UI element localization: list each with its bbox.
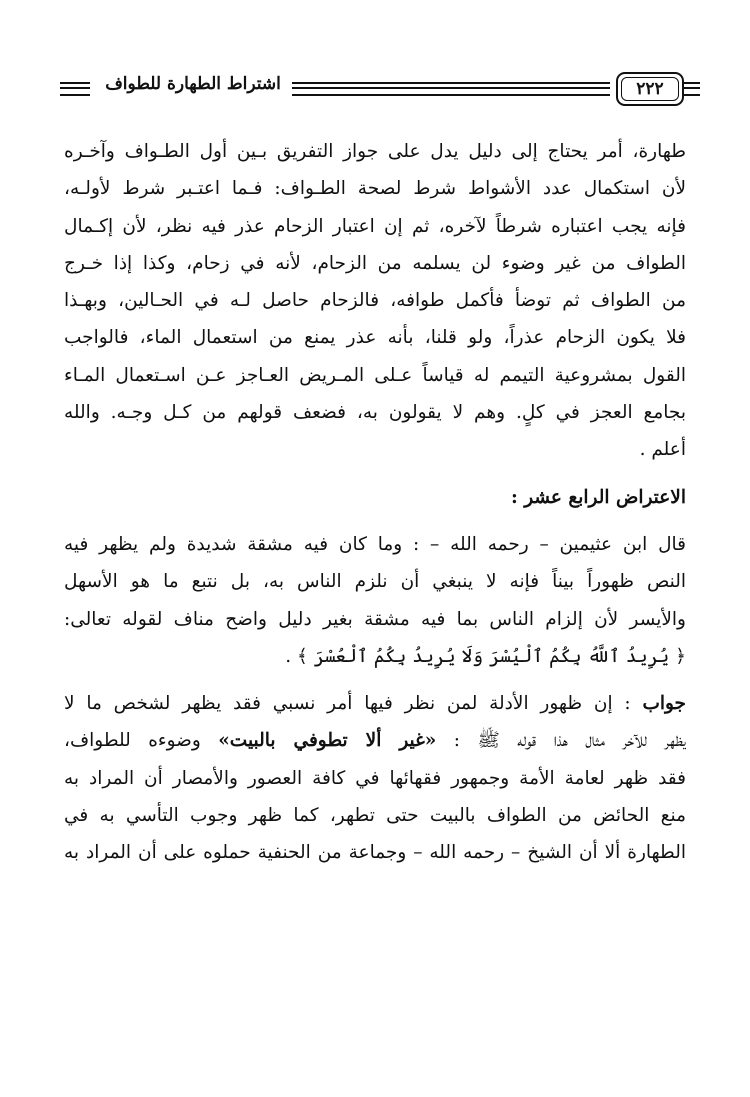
text-line: القول بمشروعية التيمم له قياساً عـلى المـريض العـاجز عـن اسـتعمال المـاء (64, 364, 686, 386)
text-line: فلا يكون الزحام عذراً، ولو قلنا، بأنه عذر يمنع من استعمال الماء، فالواجب (64, 327, 686, 349)
text-line: النص ظهوراً بيناً فإنه لا ينبغي أن نلزم الناس به، بل نتبع ما هو الأسهل (64, 571, 686, 593)
text-line: بجامع العجز في كلٍ. وهم لا يقولون به، فضعف قولهم من كـل وجـه. والله (64, 402, 686, 424)
text-span: وضوءه للطواف، (64, 730, 219, 752)
text-line: قال ابن عثيمين – رحمه الله – : وما كان فيه مشقة شديدة ولم يظهر فيه (64, 533, 686, 555)
quran-verse: ﴿ يُرِيدُ ٱللَّهُ بِكُمُ ٱلْيُسْرَ وَلَا يُرِيدُ بِكُمُ ٱلْعُسْرَ ﴾ . (285, 645, 686, 667)
text-line: والأيسر لأن إلزام الناس بما فيه مشقة بغير دليل واضح مناف لقوله تعالى: (64, 608, 686, 630)
header-rule-middle (292, 82, 610, 96)
text-line: منع الحائض من الطواف بالبيت حتى تطهر، كما ظهر وجوب التأسي به في (64, 805, 686, 827)
text-line: طهارة، أمر يحتاج إلى دليل يدل على جواز التفريق بـين أول الطـواف وآخـره (64, 141, 686, 162)
text-line (64, 685, 686, 722)
page-header (60, 72, 700, 110)
text-line: فقد ظهر لعامة الأمة وجمهور فقهائها في كافة العصور والأمصار أن المراد به (64, 767, 686, 789)
text-line: أعلم . (639, 439, 686, 461)
section-heading: الاعتراض الرابع عشر : (510, 486, 686, 508)
page-number-box (616, 72, 684, 106)
answer-text: : إن ظهور الأدلة لمن نظر فيها أمر نسبي فقد يظهر لشخص ما لا (64, 693, 643, 715)
header-rule-right (684, 82, 700, 96)
text-line: فإنه يجب اعتباره شرطاً لآخره، ثم إن اعتبار الزحام عذر فيه نظر، لأن إكـمال (64, 215, 686, 237)
page-body (64, 133, 686, 872)
text-line (64, 722, 686, 759)
text-line: الطواف من غير وضوء لن يسلمه من الزحام، لأنه في زحام، وكذا إذا خـرج (64, 252, 686, 274)
answer-label: جواب (642, 693, 686, 715)
running-title: اشتراط الطهارة للطواف (105, 74, 281, 94)
paragraph-3 (64, 685, 686, 871)
text-line: الطهارة ألا أن الشيخ – رحمه الله – وجماعة من الحنفية حملوه على أن المراد به (64, 842, 686, 864)
text-line: لأن استكمال عدد الأشواط شرط لصحة الطـواف: فـما اعتـبر شرط لأولـه، (64, 178, 686, 200)
paragraph-1 (64, 133, 686, 469)
hadith-quote: «غير ألا تطوفي بالبيت» (218, 730, 437, 752)
header-rule-left (60, 82, 90, 96)
text-line: من الطواف ثم توضأ فأكمل طوافه، فالزحام حاصل لـه في الحـالين، وبهـذا (64, 290, 686, 312)
text-span: يظهر للآخر مثال هذا قوله ﷺ : (436, 730, 686, 752)
page-number: ٢٢٢ (636, 79, 664, 99)
paragraph-2 (64, 526, 686, 675)
